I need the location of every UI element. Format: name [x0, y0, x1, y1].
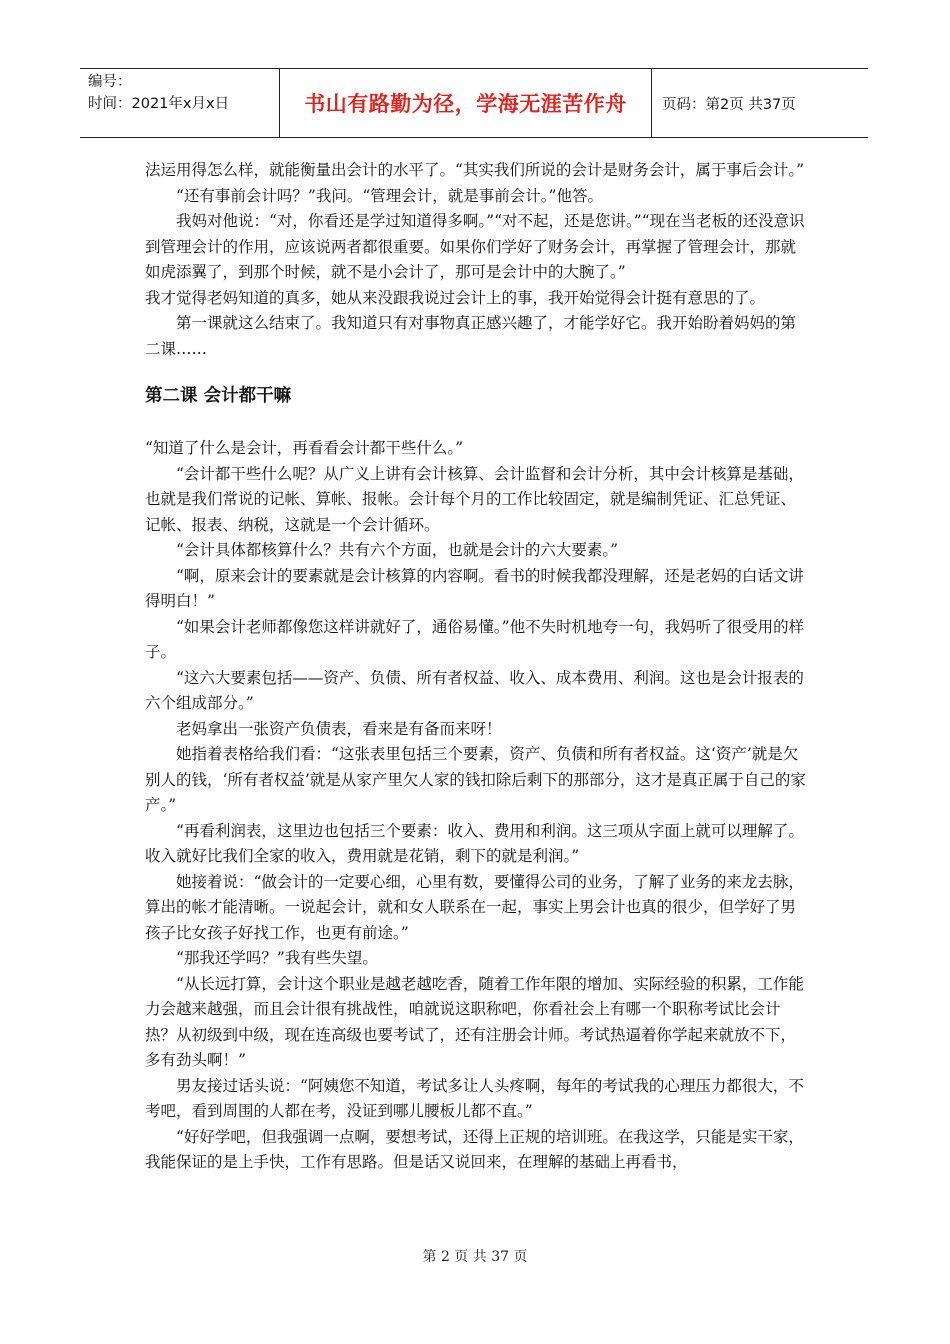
paragraph: “还有事前会计吗？”我问。“管理会计，就是事前会计。”他答。 [176, 186, 603, 205]
document-body [145, 158, 807, 1176]
section-heading: 第二课 会计都干嘛 [145, 386, 292, 406]
page-footer: 第 2 页 共 37 页 [422, 1249, 528, 1265]
paragraph: “啊，原来会计的要素就是会计核算的内容啊。看书的时候我都没理解，还是老妈的白话文讲得明白！” [145, 566, 804, 610]
paragraph: “好好学吧，但我强调一点啊，要想考试，还得上正规的培训班。在我这学，只能是实干家，我能保证的是上手快，工作有思路。但是话又说回来，在理解的基础上再看书， [145, 1127, 804, 1171]
document-number: 编号： [88, 74, 132, 90]
paragraph: “那我还学吗？”我有些失望。 [176, 949, 378, 967]
paragraph: 男友接过话头说：“阿姨您不知道，考试多让人头疼啊，每年的考试我的心理压力都很大，不考吧，看到周围的人都在考，没证到哪儿腰板儿都不直。” [145, 1076, 804, 1120]
document-time: 时间：2021年x月x日 [88, 96, 230, 112]
paragraph: “再看利润表，这里边也包括三个要素：收入、费用和利润。这三项从字面上就可以理解了。收入就好比我们全家的收入，费用就是花销，剩下的就是利润。” [145, 821, 804, 865]
paragraph: “这六大要素包括——资产、负债、所有者权益、收入、成本费用、利润。这也是会计报表的六个组成部分。” [145, 668, 804, 712]
paragraph: 她接着说：“做会计的一定要心细，心里有数，要懂得公司的业务，了解了业务的来龙去脉，算出的帐才能清晰。一说起会计，就和女人联系在一起，事实上男会计也真的很少，但学好了男孩子比女孩子好找工作，也更有前途。” [145, 872, 804, 942]
paragraph: “会计都干些什么呢？从广义上讲有会计核算、会计监督和会计分析，其中会计核算是基础，也就是我们常说的记帐、算帐、报帐。会计每个月的工作比较固定，就是编制凭证、汇总凭证、记帐、报表、纳税，这就是一个会计循环。 [145, 464, 804, 534]
paragraph: “会计具体都核算什么？共有六个方面，也就是会计的六大要素。” [176, 541, 619, 559]
page-header [80, 68, 868, 138]
paragraph: “如果会计老师都像您这样讲就好了，通俗易懂。”他不失时机地夸一句，我妈听了很受用的样子。 [145, 617, 805, 661]
paragraph: “知道了什么是会计，再看看会计都干些什么。” [145, 439, 464, 457]
header-motto: 书山有路勤为径，学海无涯苦作舟 [280, 69, 652, 137]
paragraph: 法运用得怎么样，就能衡量出会计的水平了。“其实我们所说的会计是财务会计，属于事后会计。” [145, 161, 805, 179]
paragraph: “从长远打算，会计这个职业是越老越吃香，随着工作年限的增加、实际经验的积累，工作能力会越来越强，而且会计很有挑战性，咱就说这职称吧，你看社会上有哪一个职称考试比会计热？从初级到中级，现在连高级也要考试了，还有注册会计师。考试热逼着你学起来就放不下，多有劲头啊！” [145, 974, 804, 1069]
header-page-info: 页码：第2页 共37页 [662, 96, 796, 113]
header-meta [80, 69, 280, 137]
paragraph: 我妈对他说：“对，你看还是学过知道得多啊。”“对不起，还是您讲。”“现在当老板的还没意识到管理会计的作用，应该说两者都很重要。如果你们学好了财务会计，再掌握了管理会计，那就如虎添翼了，到那个时候，就不是小会计了，那可是会计中的大腕了。” [145, 212, 805, 281]
paragraph: 老妈拿出一张资产负债表，看来是有备而来呀！ [176, 719, 502, 738]
paragraph: 第一课就这么结束了。我知道只有对事物真正感兴趣了，才能学好它。我开始盼着妈妈的第二课…… [145, 314, 797, 358]
paragraph: 她指着表格给我们看：“这张表里包括三个要素，资产、负债和所有者权益。这‘资产’就是欠别人的钱，‘所有者权益’就是从家产里欠人家的钱扣除后剩下的那部分，这才是真正属于自己的家产。” [145, 745, 806, 814]
paragraph: 我才觉得老妈知道的真多，她从来没跟我说过会计上的事，我开始觉得会计挺有意思的了。 [145, 288, 766, 307]
